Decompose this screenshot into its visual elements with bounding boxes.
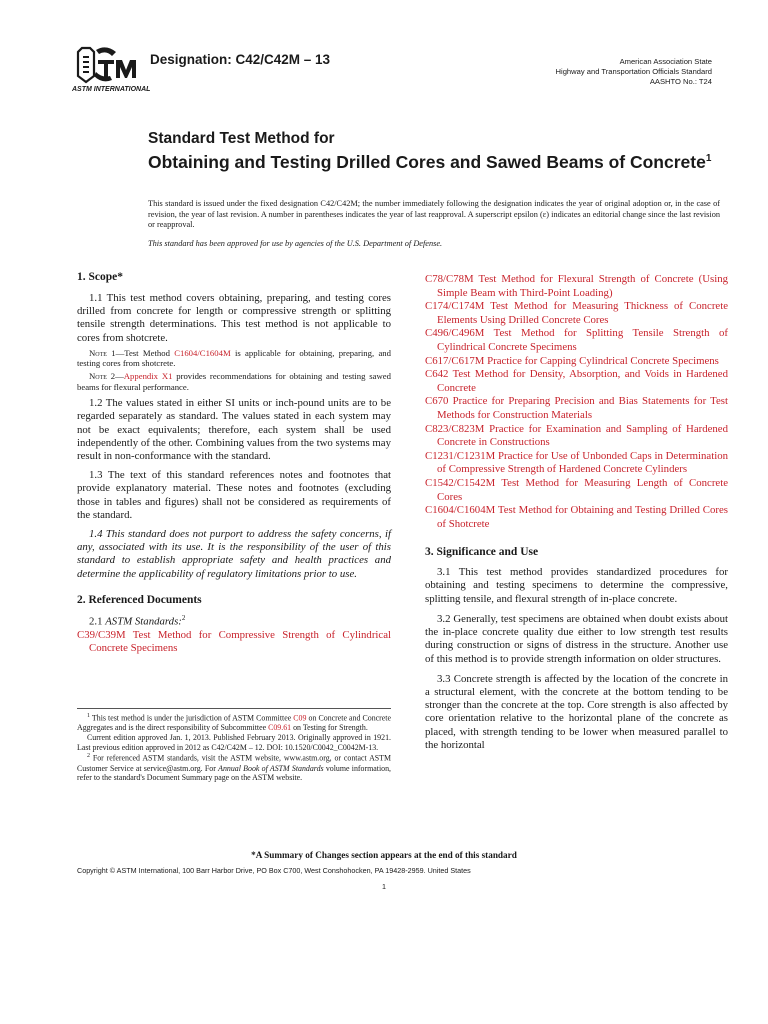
ref-item[interactable] bbox=[425, 368, 728, 395]
title-prefix: Standard Test Method for bbox=[148, 130, 335, 147]
para-1-1: 1.1 This test method covers obtaining, preparing, and testing cores drilled from concrete for length or compressive strength or splitting tensile strength determinations. This test method is not applicable to cores from shotcrete. bbox=[77, 292, 391, 344]
footnote-2-text-b: volume information, refer to the standard's Document Summary page on the ASTM website. bbox=[77, 763, 391, 783]
ref-item[interactable] bbox=[425, 477, 728, 504]
title-footnote-mark: 1 bbox=[705, 153, 712, 164]
ref-code[interactable]: C617/C617M bbox=[425, 354, 485, 367]
footnotes bbox=[77, 708, 391, 783]
footnote-2-mark: 2 bbox=[87, 753, 90, 760]
ref-code[interactable]: C670 bbox=[425, 395, 449, 408]
sub-footnote-mark: 2 bbox=[181, 613, 186, 622]
note-2 bbox=[77, 371, 391, 392]
note-1 bbox=[77, 348, 391, 369]
ref-title[interactable]: Test Method for Measuring Length of Concrete Cores bbox=[437, 476, 728, 503]
para-1-2: 1.2 The values stated in either SI units or inch-pound units are to be regarded separately as standard. The values stated in each system may not be exact equivalents; therefore, each system shall be used independently of the other. Combining values from the two systems may result in non-conformance with the standard. bbox=[77, 397, 391, 462]
ref-item[interactable] bbox=[425, 504, 728, 531]
ref-code[interactable]: C1231/C1231M bbox=[425, 449, 496, 462]
footnote-2-italic: Annual Book of ASTM Standards bbox=[218, 763, 324, 773]
assoc-line-1: American Association State bbox=[619, 57, 712, 66]
ref-code[interactable]: C39/C39M bbox=[77, 628, 126, 641]
ref-title[interactable]: Test Method for Obtaining and Testing Drilled Cores of Shotcrete bbox=[437, 504, 728, 530]
committee-link[interactable]: C09 bbox=[293, 713, 307, 723]
assoc-line-3: AASHTO No.: T24 bbox=[649, 77, 712, 86]
para-1-3: 1.3 The text of this standard references notes and footnotes that provide explanatory material. These notes and footnotes (excluding those in tables and figures) shall not be considered as requirements of the standard. bbox=[77, 469, 391, 521]
ref-code[interactable]: C496/C496M bbox=[425, 327, 485, 340]
ref-title[interactable]: Practice for Capping Cylindrical Concrete Specimens bbox=[484, 354, 719, 367]
note-2-text-a: — bbox=[115, 371, 124, 381]
note-1-link[interactable]: C1604/C1604M bbox=[174, 347, 231, 358]
footnote-2-text-a: For referenced ASTM standards, visit the ASTM website, www.astm.org, or contact ASTM Customer Service at service@astm.org. For bbox=[77, 754, 391, 773]
para-1-4: 1.4 This standard does not purport to address the safety concerns, if any, associated with its use. It is the responsibility of the user of this standard to establish appropriate safety and health practices and determine the applicability of regulatory limitations prior to use. bbox=[77, 528, 391, 580]
defense-note: This standard has been approved for use by agencies of the U.S. Department of Defense. bbox=[148, 239, 443, 248]
para-3-2: 3.2 Generally, test specimens are obtained when doubt exists about the in-place concrete quality due either to low strength test results during construction or signs of distress in the structure. Another use of this method is to provide strength information on older structures. bbox=[425, 612, 728, 665]
note-2-link[interactable]: Appendix X1 bbox=[123, 371, 173, 381]
footnote-2 bbox=[77, 752, 391, 783]
title-main bbox=[148, 148, 728, 173]
note-2-label: Note 2 bbox=[89, 371, 116, 381]
ref-code[interactable]: C78/C78M bbox=[425, 273, 474, 285]
scope-heading: 1. Scope* bbox=[77, 271, 123, 283]
left-column bbox=[77, 270, 391, 656]
ref-title[interactable]: Practice for Use of Unbonded Caps in Determination of Compressive Strength of Hardened Concrete Cylinders bbox=[437, 449, 728, 476]
ref-title[interactable]: Practice for Preparing Precision and Bias Statements for Test Methods for Construction Materials bbox=[437, 395, 728, 421]
aashto-note bbox=[472, 57, 712, 87]
subcommittee-link[interactable]: C09.61 bbox=[268, 723, 292, 733]
footnote-1-edition: Current edition approved Jan. 1, 2013. Published February 2013. Originally approved in 1921. Last previous edition approved in 2012 as C42/C42M – 12. DOI: 10.1520/C0042_C0042M-13. bbox=[77, 733, 391, 752]
ref-code[interactable]: C823/C823M bbox=[425, 422, 485, 435]
document-title bbox=[148, 130, 728, 173]
referenced-heading: 2. Referenced Documents bbox=[77, 593, 202, 606]
sub-label: ASTM Standards: bbox=[105, 615, 182, 628]
note-1-text-b: is applicable for obtaining, preparing, and testing cores from shotcrete. bbox=[77, 347, 391, 369]
ref-item[interactable] bbox=[425, 395, 728, 422]
right-column bbox=[425, 273, 728, 752]
title-main-text: Obtaining and Testing Drilled Cores and Sawed Beams of Concrete bbox=[148, 151, 706, 172]
ref-title[interactable]: Test Method for Measuring Thickness of Concrete Elements Using Drilled Concrete Cores bbox=[437, 300, 728, 326]
note-1-label: Note 1 bbox=[89, 347, 116, 358]
sub-number: 2.1 bbox=[89, 615, 106, 628]
designation: Designation: C42/C42M – 13 bbox=[150, 52, 331, 67]
page-number: 1 bbox=[382, 882, 386, 891]
ref-item[interactable] bbox=[425, 355, 728, 369]
copyright: Copyright © ASTM International, 100 Barr Harbor Drive, PO Box C700, West Conshohocken, PA 19428-2959. United States bbox=[77, 866, 471, 875]
footnote-1-text-a: This test method is under the jurisdiction of ASTM Committee bbox=[90, 713, 294, 723]
note-2-text-b: provides recommendations for obtaining and testing sawed beams for flexural performance. bbox=[77, 371, 391, 392]
ref-title[interactable]: Test Method for Flexural Strength of Concrete (Using Simple Beam with Third-Point Loading) bbox=[437, 273, 728, 299]
ref-item[interactable] bbox=[425, 450, 728, 477]
ref-item[interactable] bbox=[425, 327, 728, 354]
ref-title[interactable]: Practice for Examination and Sampling of Hardened Concrete in Constructions bbox=[437, 422, 728, 449]
ref-title[interactable]: Test Method for Compressive Strength of Cylindrical Concrete Specimens bbox=[89, 628, 391, 655]
astm-standards-label bbox=[77, 612, 391, 629]
para-3-3: 3.3 Concrete strength is affected by the location of the concrete in a structural element, with the concrete at the bottom tending to be stronger than the concrete at the top. Core strength is also affected by core orientation relative to the horizontal plane of the concrete as placed, with strength tending to be lower when measured parallel to the horizontal bbox=[425, 672, 728, 751]
ref-item[interactable] bbox=[77, 629, 391, 656]
ref-code[interactable]: C1604/C1604M bbox=[425, 504, 496, 517]
para-3-1: 3.1 This test method provides standardized procedures for obtaining and testing specimens to determine the compressive, splitting tensile, and flexural strength of in-place concrete. bbox=[425, 566, 728, 605]
ref-code[interactable]: C174/C174M bbox=[425, 300, 485, 313]
astm-logo bbox=[72, 42, 151, 94]
footnote-1-text-b: on Concrete and Concrete Aggregates and is the direct responsibility of Subcommittee bbox=[77, 713, 391, 733]
footnote-1-text-c: on Testing for Strength. bbox=[291, 723, 368, 733]
ref-item[interactable] bbox=[425, 300, 728, 327]
svg-text:ASTM INTERNATIONAL: ASTM INTERNATIONAL bbox=[72, 86, 151, 93]
ref-code[interactable]: C642 bbox=[425, 368, 449, 381]
ref-code[interactable]: C1542/C1542M bbox=[425, 476, 496, 489]
summary-note: *A Summary of Changes section appears at the end of this standard bbox=[251, 850, 517, 860]
ref-item[interactable] bbox=[425, 423, 728, 450]
ref-title[interactable]: Test Method for Splitting Tensile Strength of Cylindrical Concrete Specimens bbox=[437, 327, 728, 353]
footnote-1-mark: 1 bbox=[87, 713, 90, 719]
footnote-1 bbox=[77, 712, 391, 733]
ref-title[interactable]: Test Method for Density, Absorption, and Voids in Hardened Concrete bbox=[437, 368, 728, 394]
ref-item[interactable] bbox=[425, 273, 728, 300]
assoc-line-2: Highway and Transportation Officials Standard bbox=[555, 67, 712, 76]
issue-note: This standard is issued under the fixed designation C42/C42M; the number immediately following the designation indicates the year of original adoption or, in the case of revision, the year of last revision. A number in parentheses indicates the year of last reapproval. A superscript epsilon (ε) indicates an editorial change since the last revision or reapproval. bbox=[148, 199, 720, 229]
note-1-text-a: —Test Method bbox=[115, 347, 175, 358]
significance-heading: 3. Significance and Use bbox=[425, 546, 539, 559]
